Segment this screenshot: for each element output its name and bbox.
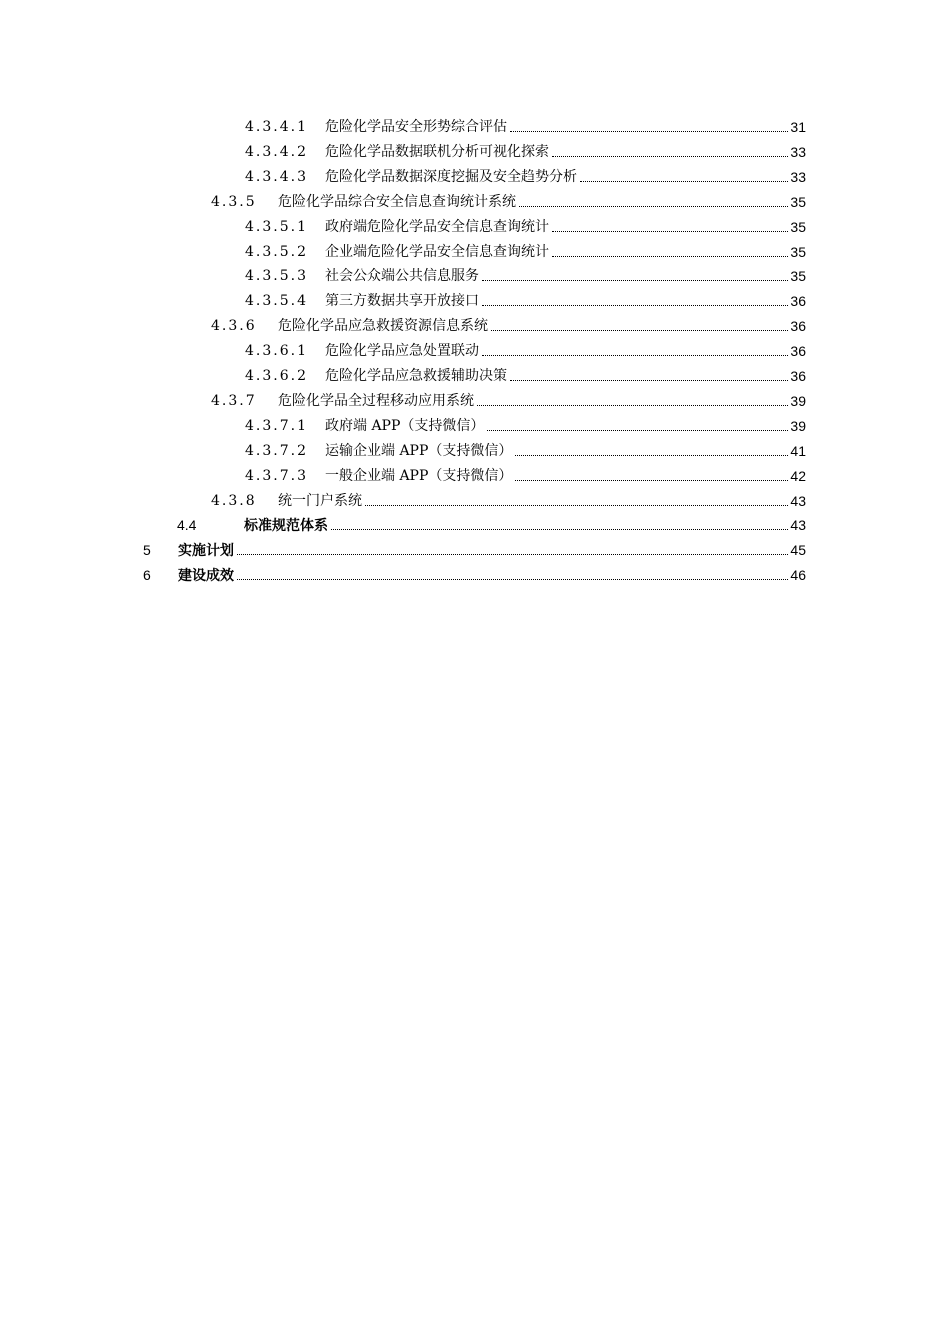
toc-entry-number: 4.3.4.3 (245, 168, 308, 185)
toc-entry-title: 实施计划 (178, 542, 234, 559)
toc-entry-number: 5 (143, 542, 151, 559)
toc-entry-page-number: 39 (790, 417, 806, 434)
toc-entry-title: 危险化学品应急救援资源信息系统 (278, 318, 488, 335)
toc-entry[interactable] (0, 116, 806, 138)
toc-entry-title: 第三方数据共享开放接口 (325, 293, 479, 310)
toc-entry-number: 4.3.5.1 (245, 218, 308, 235)
toc-entry[interactable] (0, 141, 806, 163)
toc-entry-page-number: 36 (790, 293, 806, 310)
toc-dot-leader (510, 131, 788, 132)
toc-entry-page-number: 45 (790, 542, 806, 559)
toc-entry-number: 4.3.6.2 (245, 368, 308, 384)
toc-entry[interactable] (0, 166, 806, 188)
toc-entry-title: 一般企业端 APP（支持微信） (325, 467, 513, 484)
toc-entry[interactable] (0, 241, 806, 263)
toc-entry[interactable] (0, 390, 806, 412)
toc-entry-page-number: 33 (790, 168, 806, 185)
toc-entry-page-number: 39 (790, 392, 806, 409)
toc-entry-title: 危险化学品全过程移动应用系统 (278, 392, 474, 409)
toc-entry-title: 建设成效 (178, 567, 234, 584)
toc-entry-page-number: 41 (790, 442, 806, 459)
toc-entry-number: 4.3.7.1 (245, 417, 308, 434)
toc-entry-title: 标准规范体系 (244, 517, 328, 534)
toc-dot-leader (552, 156, 788, 157)
toc-entry-title: 危险化学品综合安全信息查询统计系统 (278, 193, 516, 210)
toc-entry-number: 4.4 (177, 517, 197, 534)
toc-entry-page-number: 35 (790, 268, 806, 285)
toc-entry-number: 4.3.5.2 (245, 243, 308, 260)
toc-entry-title: 运输企业端 APP（支持微信） (325, 442, 513, 459)
toc-entry-page-number: 33 (790, 143, 806, 160)
toc-entry[interactable] (0, 340, 806, 362)
toc-entry-page-number: 35 (790, 243, 806, 260)
toc-entry-number: 4.3.5.3 (245, 268, 308, 285)
toc-entry-page-number: 42 (790, 467, 806, 484)
toc-entry[interactable] (0, 315, 806, 337)
toc-entry[interactable] (0, 440, 806, 462)
toc-dot-leader (552, 256, 788, 257)
toc-dot-leader (580, 181, 788, 182)
toc-entry-number: 6 (143, 567, 151, 584)
toc-entry-page-number: 43 (790, 517, 806, 534)
toc-entry[interactable] (0, 539, 806, 561)
toc-entry-title: 社会公众端公共信息服务 (325, 268, 479, 285)
toc-entry-title: 政府端危险化学品安全信息查询统计 (325, 218, 549, 235)
toc-dot-leader (487, 430, 788, 431)
toc-entry-title: 企业端危险化学品安全信息查询统计 (325, 243, 549, 260)
toc-entry-page-number: 36 (790, 318, 806, 335)
toc-entry-title: 危险化学品安全形势综合评估 (325, 119, 507, 135)
toc-dot-leader (482, 305, 788, 306)
toc-entry-page-number: 31 (790, 119, 806, 135)
toc-entry-number: 4.3.4.2 (245, 143, 308, 160)
toc-dot-leader (510, 380, 788, 381)
toc-dot-leader (237, 554, 788, 555)
toc-entry[interactable] (0, 365, 806, 387)
toc-entry-number: 4.3.6.1 (245, 343, 308, 360)
toc-entry-page-number: 43 (790, 492, 806, 509)
toc-entry-title: 政府端 APP（支持微信） (325, 417, 485, 434)
toc-entry-number: 4.3.7.3 (245, 467, 308, 484)
toc-entry-title: 危险化学品数据深度挖掘及安全趋势分析 (325, 168, 577, 185)
toc-dot-leader (482, 280, 788, 281)
toc-entry-number: 4.3.7 (211, 392, 257, 409)
toc-dot-leader (365, 505, 788, 506)
toc-entry-page-number: 35 (790, 218, 806, 235)
toc-dot-leader (482, 355, 788, 356)
toc-entry-title: 危险化学品应急救援辅助决策 (325, 368, 507, 384)
toc-entry[interactable] (0, 191, 806, 213)
toc-dot-leader (515, 480, 788, 481)
toc-entry-number: 4.3.5.4 (245, 293, 308, 310)
toc-entry-number: 4.3.5 (211, 193, 257, 210)
toc-dot-leader (237, 579, 788, 580)
toc-dot-leader (477, 405, 788, 406)
toc-entry[interactable] (0, 564, 806, 586)
toc-entry-page-number: 36 (790, 343, 806, 360)
toc-entry[interactable] (0, 265, 806, 287)
toc-entry[interactable] (0, 415, 806, 437)
toc-entry-number: 4.3.7.2 (245, 442, 308, 459)
toc-dot-leader (552, 231, 788, 232)
toc-entry-number: 4.3.6 (211, 318, 257, 335)
toc-dot-leader (519, 206, 788, 207)
toc-entry[interactable] (0, 465, 806, 487)
toc-entry[interactable] (0, 290, 806, 312)
toc-dot-leader (491, 330, 788, 331)
toc-entry-page-number: 36 (790, 368, 806, 384)
toc-entry[interactable] (0, 490, 806, 512)
toc-entry-title: 危险化学品应急处置联动 (325, 343, 479, 360)
toc-entry-number: 4.3.8 (211, 492, 257, 509)
toc-entry-page-number: 46 (790, 567, 806, 584)
toc-entry-title: 统一门户系统 (278, 492, 362, 509)
toc-entry[interactable] (0, 216, 806, 238)
toc-entry-page-number: 35 (790, 193, 806, 210)
toc-entry[interactable] (0, 514, 806, 536)
toc-entry-title: 危险化学品数据联机分析可视化探索 (325, 143, 549, 160)
toc-entry-number: 4.3.4.1 (245, 119, 308, 135)
toc-dot-leader (515, 455, 788, 456)
toc-dot-leader (331, 529, 788, 530)
